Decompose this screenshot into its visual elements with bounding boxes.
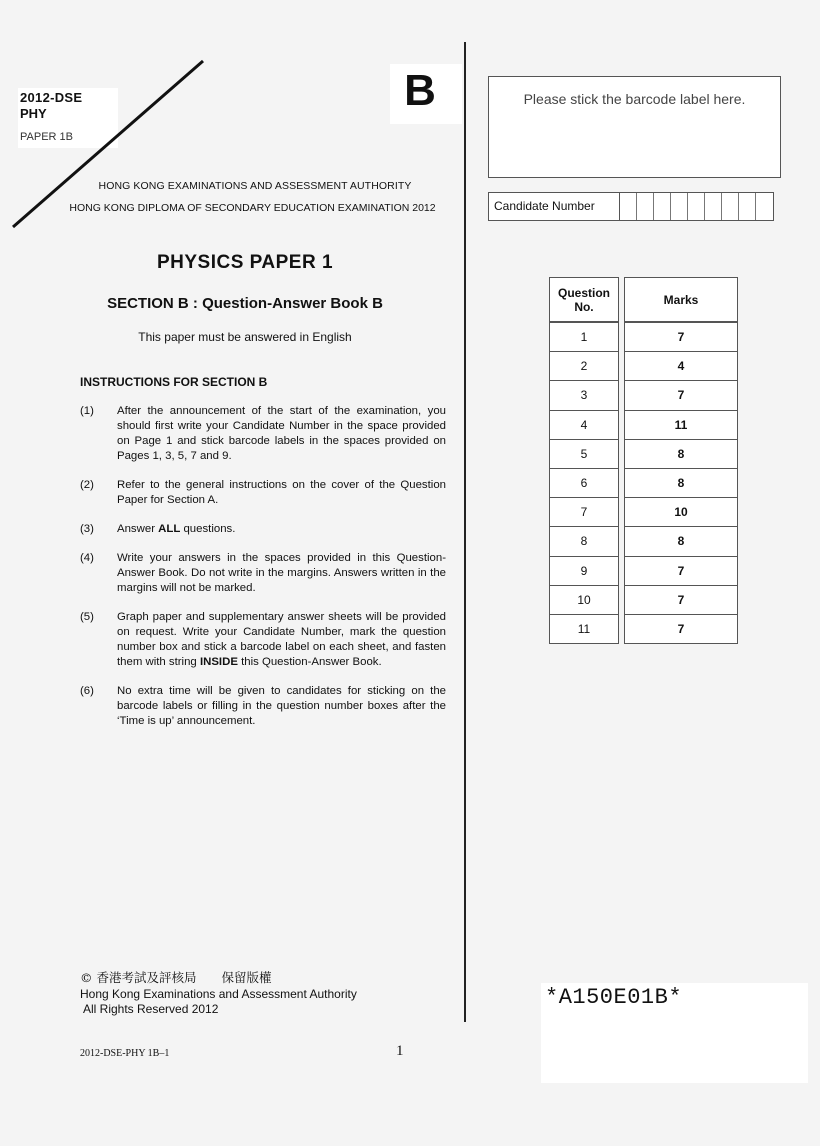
instruction-number: (2) xyxy=(80,479,94,491)
marks-table-question-no: 3 xyxy=(549,380,619,410)
instruction-text xyxy=(117,610,446,670)
instruction-text xyxy=(117,404,446,464)
instruction-text-part: questions. xyxy=(180,523,236,535)
instructions-heading: INSTRUCTIONS FOR SECTION B xyxy=(80,375,268,389)
instruction-text-part: Answer xyxy=(117,523,159,535)
instruction-text-part: this Question-Answer Book. xyxy=(237,656,382,668)
instruction-text-part: Graph paper and supplementary answer sheets will be provided on request. Write your Candidate Number, mark the question number box and stick a barcode label on each sheet, and fasten them with string xyxy=(117,611,446,668)
instruction-item xyxy=(80,684,446,729)
candidate-number-field xyxy=(488,192,774,221)
instruction-text xyxy=(117,551,446,596)
marks-table-question-no: 1 xyxy=(549,322,619,352)
marks-table-marks: 7 xyxy=(624,556,738,586)
candidate-number-digit-box[interactable] xyxy=(705,193,722,220)
instruction-emphasis: ALL xyxy=(158,523,181,535)
candidate-number-digit-box[interactable] xyxy=(756,193,773,220)
instruction-number: (5) xyxy=(80,611,94,623)
instruction-text xyxy=(117,684,446,729)
paper-code-year: 2012-DSE xyxy=(20,90,83,105)
authority-name: HONG KONG EXAMINATIONS AND ASSESSMENT AUTHORITY xyxy=(98,180,412,192)
section-letter: B xyxy=(404,66,436,115)
instruction-number: (3) xyxy=(80,523,94,535)
paper-code-subject: PHY xyxy=(20,106,47,121)
candidate-number-digit-box[interactable] xyxy=(620,193,637,220)
instruction-emphasis: INSIDE xyxy=(199,656,238,668)
marks-table-marks: 11 xyxy=(624,410,738,440)
marks-table-question-no: 7 xyxy=(549,497,619,527)
marks-table-marks: 8 xyxy=(624,526,738,556)
marks-table-question-no: 8 xyxy=(549,526,619,556)
header-question-line1: Question xyxy=(557,285,610,300)
candidate-number-digit-box[interactable] xyxy=(739,193,756,220)
page-divider xyxy=(464,42,466,1022)
marks-table-header-marks: Marks xyxy=(624,277,738,322)
marks-table-marks: 7 xyxy=(624,322,738,352)
instruction-text xyxy=(117,478,446,508)
footer-page-code: 2012-DSE-PHY 1B–1 xyxy=(80,1048,170,1059)
instruction-text-part: No extra time will be given to candidates for sticking on the barcode labels or filling in the question number boxes after the ‘Time is up’ announcement. xyxy=(117,685,446,727)
marks-table-header-question xyxy=(549,277,619,322)
candidate-number-digit-box[interactable] xyxy=(637,193,654,220)
instruction-item xyxy=(80,478,446,508)
instruction-text-part: Write your answers in the spaces provided in this Question-Answer Book. Do not write in the margins. Answers written in the margins will not be marked. xyxy=(117,552,446,594)
marks-table-question-no: 9 xyxy=(549,556,619,586)
marks-table-question-no: 11 xyxy=(549,614,619,644)
copyright-chinese: © 香港考試及評核局 保留版權 xyxy=(80,970,272,985)
page-number: 1 xyxy=(396,1043,404,1059)
barcode-label-instruction: Please stick the barcode label here. xyxy=(523,91,746,107)
candidate-number-digit-box[interactable] xyxy=(671,193,688,220)
instruction-item xyxy=(80,404,446,464)
header-question-line2: No. xyxy=(574,299,594,314)
marks-table-marks: 10 xyxy=(624,497,738,527)
marks-table-marks: 7 xyxy=(624,614,738,644)
copyright-authority: Hong Kong Examinations and Assessment Authority xyxy=(80,987,357,1001)
marks-table-marks: 7 xyxy=(624,585,738,615)
instruction-number: (1) xyxy=(80,405,94,417)
candidate-number-digit-box[interactable] xyxy=(654,193,671,220)
paper-code-paper: PAPER 1B xyxy=(20,131,73,143)
marks-table-marks: 4 xyxy=(624,351,738,381)
marks-table-question-no: 2 xyxy=(549,351,619,381)
marks-table-marks: 8 xyxy=(624,439,738,469)
instruction-text-part: After the announcement of the start of the examination, you should first write your Candidate Number in the space provided on Page 1 and stick barcode labels in the spaces provided on Pages 1, 3, 5, 7 and 9. xyxy=(117,405,446,462)
exam-name: HONG KONG DIPLOMA OF SECONDARY EDUCATION EXAMINATION 2012 xyxy=(69,202,436,214)
marks-table-question-no: 5 xyxy=(549,439,619,469)
section-subtitle: SECTION B : Question-Answer Book B xyxy=(107,295,383,312)
language-note: This paper must be answered in English xyxy=(138,330,352,344)
page-title: PHYSICS PAPER 1 xyxy=(156,252,334,273)
copyright-rights: All Rights Reserved 2012 xyxy=(83,1002,219,1016)
candidate-number-digit-box[interactable] xyxy=(688,193,705,220)
candidate-number-label: Candidate Number xyxy=(489,193,620,220)
marks-table-question-no: 4 xyxy=(549,410,619,440)
marks-table-question-no: 6 xyxy=(549,468,619,498)
instruction-item xyxy=(80,610,446,670)
barcode-id: *A150E01B* xyxy=(545,985,683,1010)
marks-table-marks: 8 xyxy=(624,468,738,498)
instruction-text-part: Refer to the general instructions on the cover of the Question Paper for Section A. xyxy=(117,479,446,506)
candidate-number-digit-box[interactable] xyxy=(722,193,739,220)
marks-table-question-no: 10 xyxy=(549,585,619,615)
instructions-list xyxy=(80,404,446,743)
instruction-item xyxy=(80,551,446,596)
marks-table-marks: 7 xyxy=(624,380,738,410)
instruction-number: (4) xyxy=(80,552,94,564)
instruction-text xyxy=(117,522,446,537)
instruction-number: (6) xyxy=(80,685,94,697)
instruction-item xyxy=(80,522,446,537)
